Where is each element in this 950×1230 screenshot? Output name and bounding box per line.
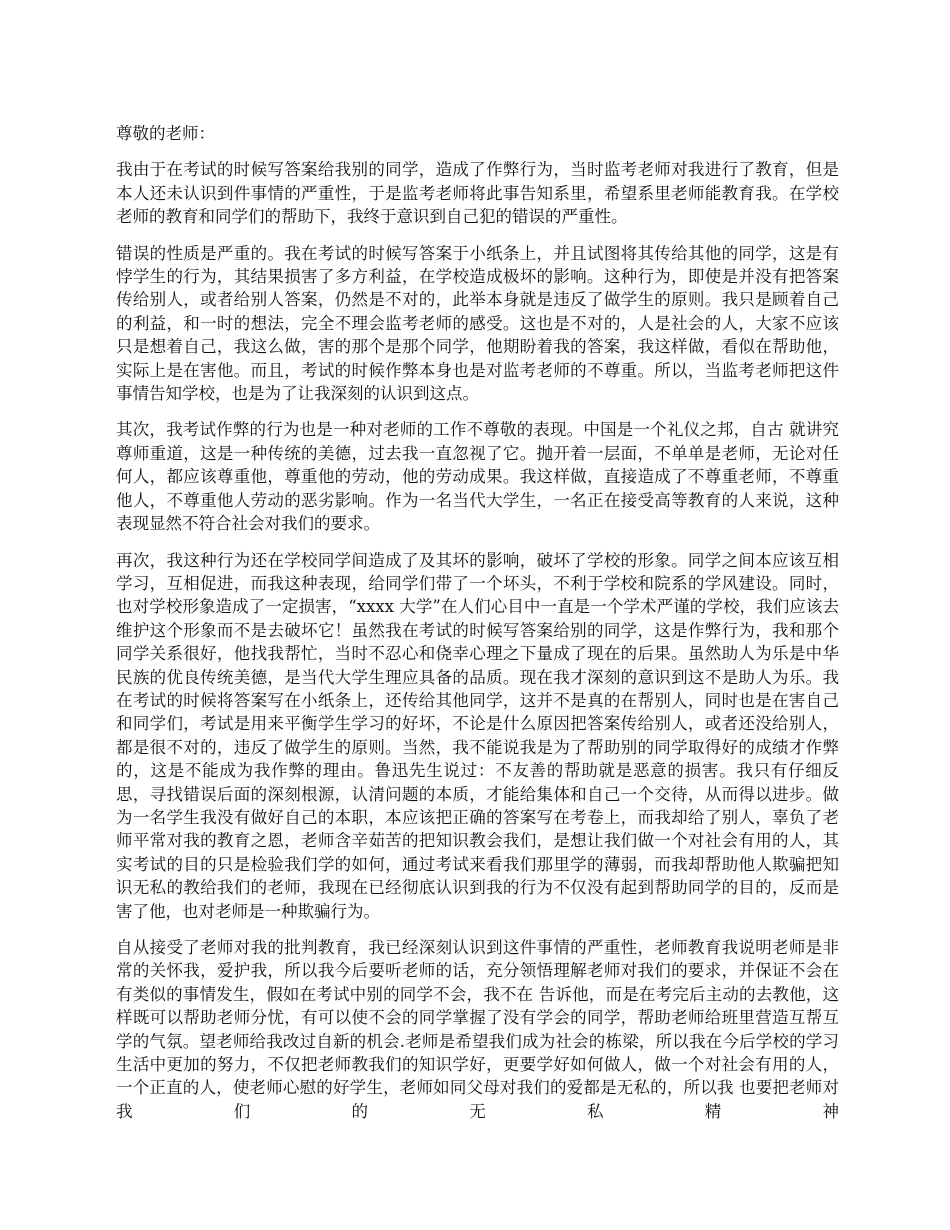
letter-greeting: 尊敬的老师： bbox=[116, 124, 215, 143]
letter-paragraph-5: 自从接受了老师对我的批判教育，我已经深刻认识到这件事情的严重性，老师教育我说明老师是非常的关怀我，爱护我，所以我今后要听老师的话，充分领悟理解老师对我们的要求，并保证不会在有类似的事情发生，假如在考试中别的同学不会，我不在 告诉他，而是在考完后主动的去教他，这样既可以帮助老师分忧，有可以使不会的同学掌握了没有学会的同学，帮助老师给班里营造互帮互学的气氛。望老师给我改过自新的机会.老师是希望我们成为社会的栋梁，所以我在今后学校的学习生活中更加的努力，不仅把老师教我们的知识学好，更要学好如何做人，做一个对社会有用的人，一个正直的人，使老师心慰的好学生，老师如同父母对我们的爱都是无私的，所以我 也要把老师对我们的无私精神 bbox=[116, 938, 839, 1121]
letter-paragraph-1: 我由于在考试的时候写答案给我别的同学，造成了作弊行为，当时监考老师对我进行了教育，但是本人还未认识到件事情的严重性，于是监考老师将此事告知系里，希望系里老师能教育我。在学校老师的教育和同学们的帮助下，我终于意识到自己犯的错误的严重性。 bbox=[116, 160, 839, 227]
letter-paragraph-2: 错误的性质是严重的。我在考试的时候写答案于小纸条上，并且试图将其传给其他的同学，这是有悖学生的行为，其结果损害了多方利益，在学校造成极坏的影响。这种行为，即使是并没有把答案传给别人，或者给别人答案，仍然是不对的，此举本身就是违反了做学生的原则。我只是顾着自己的利益，和一时的想法，完全不理会监考老师的感受。这也是不对的，人是社会的人，大家不应该只是想着自己，我这么做，害的那个是那个同学，他期盼着我的答案，我这样做，看似在帮助他，实际上是在害他。而且，考试的时候作弊本身也是对监考老师的不尊重。所以，当监考老师把这件事情告知学校，也是为了让我深刻的认识到这点。 bbox=[116, 243, 839, 404]
letter-paragraph-3: 其次，我考试作弊的行为也是一种对老师的工作不尊敬的表现。中国是一个礼仪之邦，自古 就讲究尊师重道，这是一种传统的美德，过去我一直忽视了它。抛开着一层面，不单单是老师，无论对任何人，都应该尊重他，尊重他的劳动，他的劳动成果。我这样做，直接造成了不尊重老师，不尊重他人，不尊重他人劳动的恶劣影响。作为一名当代大学生，一名正在接受高等教育的人来说，这种表现显然不符合社会对我们的要求。 bbox=[116, 420, 839, 534]
letter-paragraph-4: 再次，我这种行为还在学校同学间造成了及其坏的影响，破坏了学校的形象。同学之间本应该互相学习，互相促进，而我这种表现，给同学们带了一个坏头，不利于学校和院系的学风建设。同时，也对学校形象造成了一定损害，“xxxx 大学”在人们心目中一直是一个学术严谨的学校，我们应该去维护这个形象而不是去破坏它！虽然我在考试的时候写答案给别的同学，这是作弊行为，我和那个同学关系很好，他找我帮忙，当时不忍心和侥幸心理之下量成了现在的后果。虽然助人为乐是中华民族的优良传统美德，是当代大学生理应具备的品质。现在我才深刻的意识到这不是助人为乐。我在考试的时候将答案写在小纸条上，还传给其他同学，这并不是真的在帮别人，同时也是在害自己和同学们，考试是用来平衡学生学习的好坏，不论是什么原因把答案传给别人，或者还没给别人，都是很不对的，违反了做学生的原则。当然，我不能说我是为了帮助别的同学取得好的成绩才作弊的，这是不能成为我作弊的理由。鲁迅先生说过：不友善的帮助就是恶意的损害。我只有仔细反思，寻找错误后面的深刻根源，认清问题的本质，才能给集体和自己一个交待，从而得以进步。做为一名学生我没有做好自己的本职，本应该把正确的答案写在考卷上，而我却给了别人，辜负了老师平常对我的教育之恩，老师含辛茹苦的把知识教会我们，是想让我们做一个对社会有用的人，其实考试的目的只是检验我们学的如何，通过考试来看我们那里学的薄弱，而我却帮助他人欺骗把知识无私的教给我们的老师，我现在已经彻底认识到我的行为不仅没有起到帮助同学的目的，反而是害了他，也对老师是一种欺骗行为。 bbox=[116, 550, 839, 921]
letter-document bbox=[116, 122, 839, 1136]
